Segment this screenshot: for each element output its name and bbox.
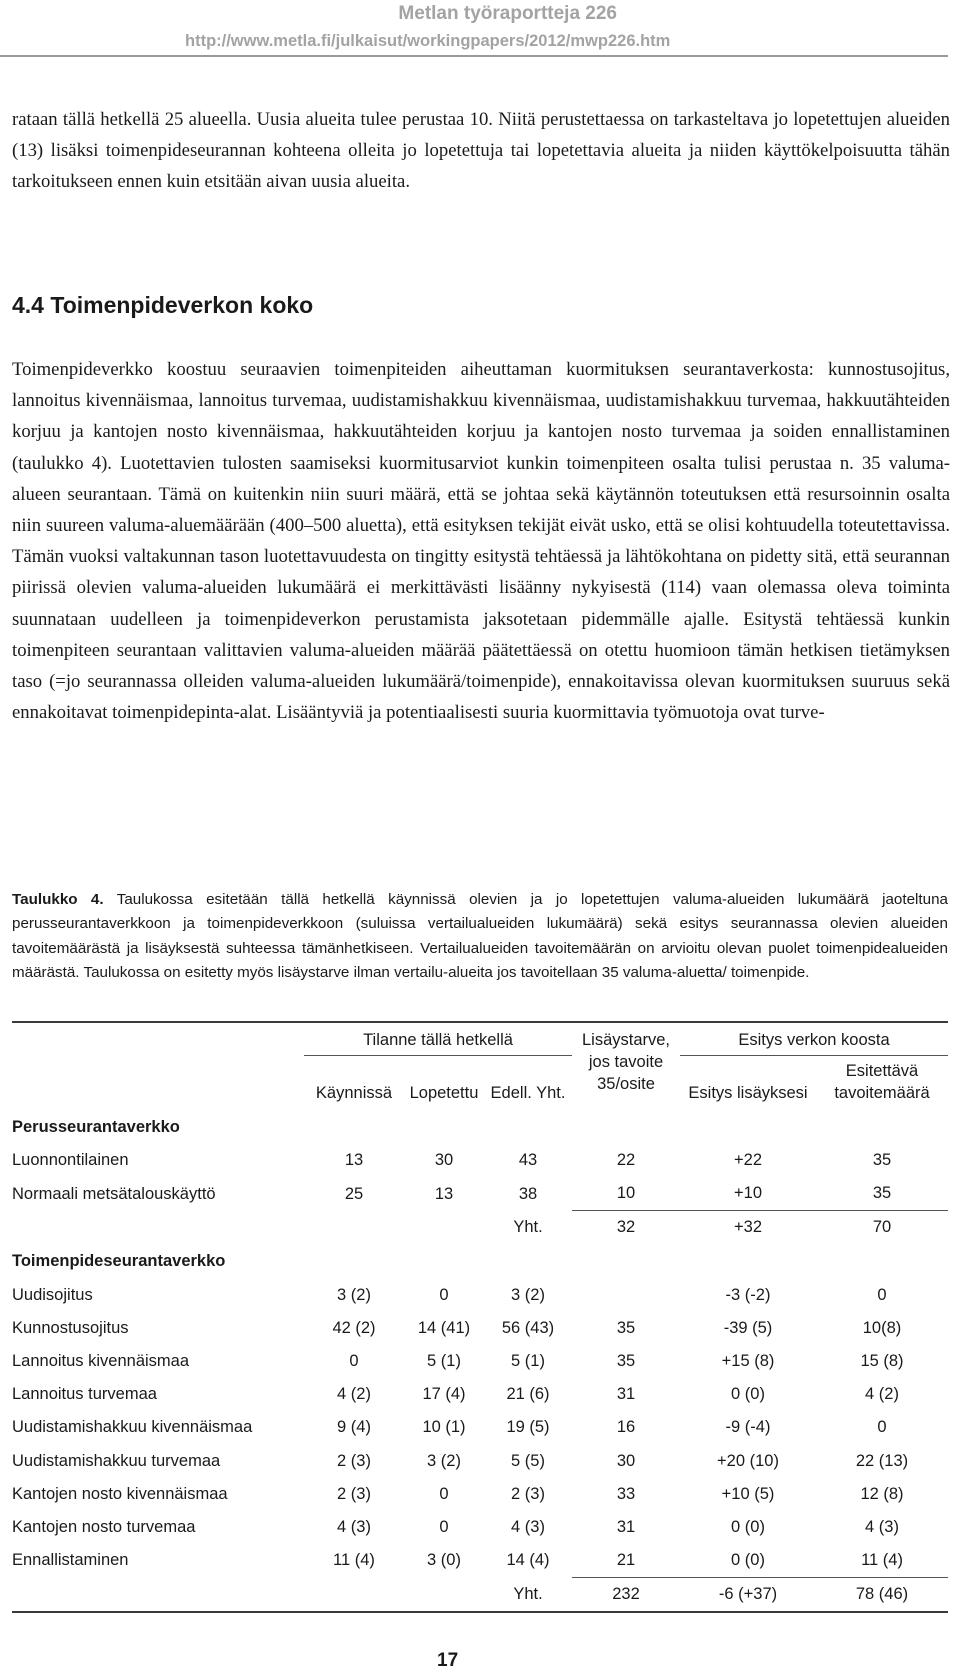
sum-target: 78 (46)	[816, 1578, 948, 1613]
cell-running: 2 (3)	[337, 1451, 371, 1470]
cell-target: 12 (8)	[860, 1484, 904, 1503]
table-row	[12, 1411, 948, 1444]
cell-total: 5 (5)	[511, 1451, 545, 1470]
table-row	[12, 1445, 948, 1478]
table-row	[12, 1378, 948, 1411]
cell-total: 19 (5)	[506, 1418, 550, 1437]
cell-ended: 3 (2)	[427, 1451, 461, 1470]
header-url[interactable]: http://www.metla.fi/julkaisut/workingpapers/2012/mwp226.htm	[185, 32, 671, 50]
table-row	[12, 1279, 948, 1312]
table-row	[12, 1511, 948, 1544]
cell-running: 25	[344, 1184, 364, 1203]
cell-addition: 0 (0)	[731, 1385, 765, 1404]
cell-need: 31	[616, 1517, 636, 1536]
section-heading-row: Perusseurantaverkko	[12, 1117, 180, 1136]
cell-total: 5 (1)	[511, 1352, 545, 1371]
caption-text: Taulukossa esitetään tällä hetkellä käynnissä olevien ja jo lopetettujen valuma-alueiden lukumäärä jaoteltuna perusseurantaverkkoon ja toimenpideverkkoon (suluissa vertailualueiden lukumäärä) sekä esitys seurannassa olevien alueiden tavoitemäärästä ja lisäyksestä suhteessa tämänhetkiseen. Vertailualueiden tavoitemäärän on arvioitu olevan puolet toimenpidealueiden määrästä. Taulukossa on esitetty myös lisäystarve ilman vertailu-alueita jos tavoitellaan 35 valuma-aluetta/ toimenpide.	[12, 891, 948, 981]
cell-addition: +10 (5)	[721, 1484, 775, 1503]
table-row	[12, 1345, 948, 1378]
row-label: Uudistamishakkuu kivennäismaa	[12, 1418, 253, 1437]
cell-ended: 10 (1)	[422, 1418, 466, 1437]
cell-ended: 13	[434, 1184, 454, 1203]
cell-running: 2 (3)	[337, 1484, 371, 1503]
cell-need: 22	[616, 1151, 636, 1170]
sum-label: Yht.	[513, 1218, 543, 1237]
table-row	[12, 1144, 948, 1177]
cell-target: 35	[872, 1184, 892, 1203]
header-current-situation: Tilanne tällä hetkellä	[304, 1022, 572, 1056]
row-label: Kunnostusojitus	[12, 1318, 129, 1337]
header-need: Lisäystarve, jos tavoite 35/osite	[572, 1022, 680, 1110]
sum-need: 32	[572, 1211, 680, 1245]
sum-addition: +32	[680, 1211, 816, 1245]
cell-total: 38	[518, 1184, 538, 1203]
cell-need: 16	[616, 1418, 636, 1437]
cell-running: 42 (2)	[332, 1318, 376, 1337]
sum-blank	[404, 1211, 484, 1245]
header-ended: Lopetettu	[409, 1084, 479, 1102]
table-row	[12, 1177, 948, 1211]
header-addition: Esitys lisäyksesi	[688, 1084, 808, 1102]
cell-target: 35	[872, 1151, 892, 1170]
cell-addition: +15 (8)	[721, 1352, 775, 1371]
sum-label: Yht.	[484, 1578, 572, 1613]
cell-target: 10(8)	[862, 1318, 902, 1337]
cell-ended: 17 (4)	[422, 1385, 466, 1404]
cell-addition: -39 (5)	[723, 1318, 773, 1337]
row-label: Ennallistaminen	[12, 1551, 129, 1570]
series-title: Metlan työraportteja 226	[398, 3, 617, 24]
row-label: Lannoitus turvemaa	[12, 1385, 157, 1404]
table-4	[12, 1021, 948, 1613]
header-total: Edell. Yht.	[490, 1084, 566, 1102]
cell-need: 35	[616, 1352, 636, 1371]
sum-blank	[12, 1211, 304, 1245]
sum-need: 232	[572, 1578, 680, 1613]
header-target: Esitettävä tavoitemäärä	[834, 1062, 930, 1102]
header-running: Käynnissä	[315, 1084, 393, 1102]
cell-need: 31	[616, 1385, 636, 1404]
cell-ended: 30	[434, 1151, 454, 1170]
cell-need: 21	[616, 1551, 636, 1570]
cell-running: 9 (4)	[337, 1418, 371, 1437]
cell-target: 15 (8)	[860, 1352, 904, 1371]
section-heading-row: Toimenpideseurantaverkko	[12, 1252, 226, 1271]
row-label: Uudistamishakkuu turvemaa	[12, 1451, 221, 1470]
cell-ended: 0	[439, 1285, 449, 1304]
table-row	[12, 1544, 948, 1578]
sum-blank	[304, 1211, 404, 1245]
cell-target: 4 (2)	[865, 1385, 899, 1404]
cell-total: 21 (6)	[506, 1385, 550, 1404]
sum-blank	[12, 1578, 304, 1613]
row-label: Lannoitus kivennäismaa	[12, 1352, 190, 1371]
table-row	[12, 1312, 948, 1345]
sum-addition: -6 (+37)	[680, 1578, 816, 1613]
section-heading: 4.4 Toimenpideverkon koko	[12, 292, 314, 318]
cell-addition: 0 (0)	[731, 1517, 765, 1536]
header-proposal: Esitys verkon koosta	[680, 1022, 948, 1056]
page-number: 17	[437, 1650, 459, 1671]
cell-need: 10	[616, 1184, 636, 1203]
page-header	[0, 0, 960, 66]
cell-running: 11 (4)	[333, 1551, 375, 1570]
cell-ended: 0	[439, 1517, 449, 1536]
caption-label: Taulukko 4.	[12, 891, 104, 908]
cell-addition: +22	[734, 1151, 763, 1170]
row-label: Kantojen nosto kivennäismaa	[12, 1484, 228, 1503]
row-label: Uudisojitus	[12, 1285, 93, 1304]
row-label: Normaali metsätalouskäyttö	[12, 1184, 216, 1203]
cell-running: 13	[344, 1151, 364, 1170]
cell-target: 11 (4)	[861, 1551, 903, 1570]
cell-need: 33	[616, 1484, 636, 1503]
cell-target: 0	[877, 1285, 887, 1304]
cell-total: 4 (3)	[511, 1517, 545, 1536]
cell-running: 0	[349, 1352, 359, 1371]
sum-blank	[404, 1578, 484, 1613]
cell-ended: 14 (41)	[417, 1318, 471, 1337]
cell-addition: -3 (-2)	[725, 1285, 771, 1304]
cell-running: 3 (2)	[337, 1285, 371, 1304]
table-body	[12, 1110, 948, 1612]
cell-total: 56 (43)	[501, 1318, 555, 1337]
sum-row	[12, 1211, 948, 1245]
table-caption	[12, 888, 948, 985]
cell-ended: 5 (1)	[427, 1352, 461, 1371]
row-label: Luonnontilainen	[12, 1151, 129, 1170]
sum-row	[12, 1578, 948, 1613]
sum-target: 70	[816, 1211, 948, 1245]
cell-total: 3 (2)	[511, 1285, 545, 1304]
paragraph-2: Toimenpideverkko koostuu seuraavien toimenpiteiden aiheuttaman kuormituksen seurantaverkosta: kunnostusojitus, lannoitus kivennäismaa, lannoitus turvemaa, uudistamishakkuu kivennäismaa, uudistamishakkuu turvemaa, hakkuutähteiden korjuu ja kantojen nosto kivennäismaa, hakkuutähteiden korjuu ja kantojen nosto turvemaa ja soiden ennallistaminen (taulukko 4). Luotettavien tulosten saamiseksi kuormitusarviot kunkin toimenpiteen osalta tulisi perustaa n. 35 valuma-alueen seurantaan. Tämä on kuitenkin niin suuri määrä, että se johtaa sekä käytännön toteutuksen että resursoinnin osalta niin suureen valuma-aluemäärään (400–500 aluetta), että esityksen tekijät eivät usko, että se olisi kohtuudella toteutettavissa. Tämän vuoksi valtakunnan tason luotettavuudesta on tingitty esitystä tehtäessä ja lähtökohtana on pidetty sitä, että seurannan piirissä olevien valuma-alueiden lukumäärä ei merkittävästi lisäänny nykyisestä (114) vaan olemassa oleva toiminta suunnataan uudelleen ja toimenpideverkon perustamista jaksotetaan pidemmälle ajalle. Esitystä tehtäessä kunkin toimenpiteen seurantaan valittavien valuma-alueiden määrää päätettäessä on otettu huomioon tämän hetkisen tietämyksen taso (=jo seurannassa olleiden valuma-alueiden lukumäärä/toimenpide), ennakoitavissa olevan kuormituksen suuruus sekä ennakoitavat toimenpidepinta-alat. Lisääntyviä ja potentiaalisesti suuria kuormittavia työmuotoja ovat turve-	[12, 359, 950, 724]
cell-running: 4 (3)	[337, 1517, 371, 1536]
cell-target: 22 (13)	[855, 1451, 909, 1470]
header-rule	[0, 55, 948, 57]
cell-addition: 0 (0)	[731, 1551, 765, 1570]
paragraph-1: rataan tällä hetkellä 25 alueella. Uusia alueita tulee perustaa 10. Niitä perustettaessa on tarkasteltava jo lopetettujen alueiden (13) lisäksi toimenpideseurannan kohteena olleita jo lopetettuja tai lopetettavia alueita ja niiden käyttökelpoisuutta tähän tarkoitukseen ennen kuin etsitään aivan uusia alueita.	[12, 109, 950, 193]
cell-total: 2 (3)	[511, 1484, 545, 1503]
cell-ended: 0	[439, 1484, 449, 1503]
table-row	[12, 1478, 948, 1511]
cell-need	[572, 1279, 680, 1312]
row-label: Kantojen nosto turvemaa	[12, 1517, 196, 1536]
cell-need: 30	[616, 1451, 636, 1470]
cell-ended: 3 (0)	[427, 1551, 461, 1570]
cell-total: 43	[518, 1151, 538, 1170]
cell-running: 4 (2)	[337, 1385, 371, 1404]
cell-addition: +20 (10)	[717, 1451, 779, 1470]
cell-target: 0	[877, 1418, 887, 1437]
cell-addition: -9 (-4)	[725, 1418, 771, 1437]
cell-target: 4 (3)	[865, 1517, 899, 1536]
cell-addition: +10	[734, 1184, 763, 1203]
sum-blank	[304, 1578, 404, 1613]
cell-need: 35	[616, 1318, 636, 1337]
cell-total: 14 (4)	[506, 1551, 550, 1570]
